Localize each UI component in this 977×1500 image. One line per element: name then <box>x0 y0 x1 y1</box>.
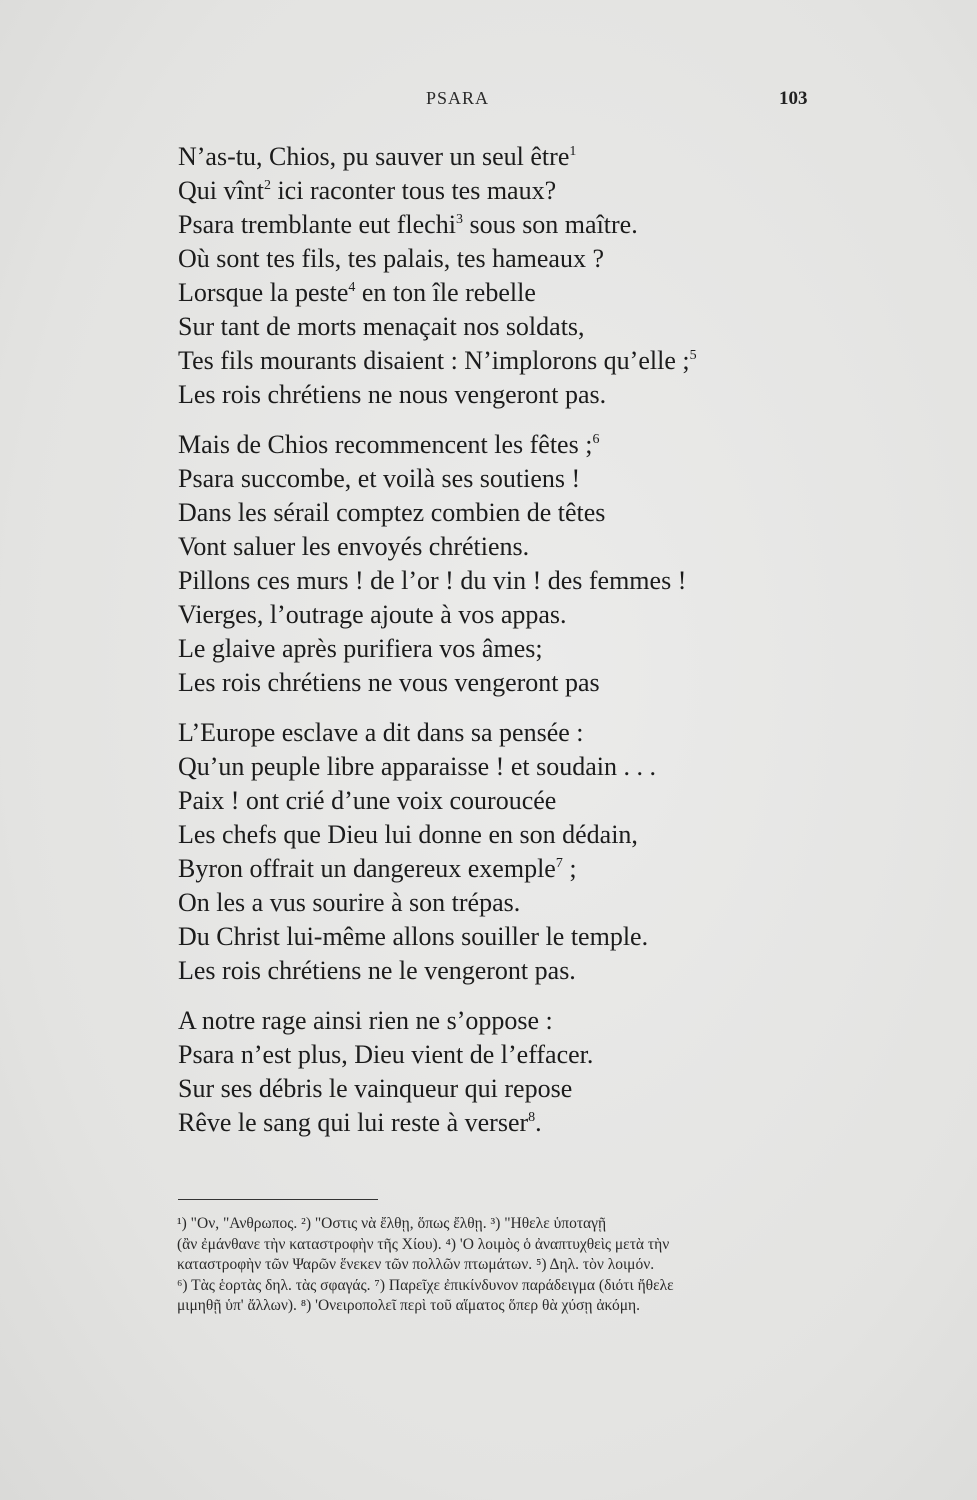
footnote-line: καταστροφὴν τῶν Ψαρῶν ἕνεκεν τῶν πολλῶν πτωμάτων. ⁵) Δηλ. τὸν λοιμόν. <box>177 1256 655 1273</box>
verse-line <box>178 1038 818 1072</box>
stanza <box>178 140 818 412</box>
verse-line <box>178 462 818 496</box>
verse-line <box>178 140 818 174</box>
page-number: 103 <box>779 88 808 109</box>
footnote-marker: 2 <box>263 178 271 193</box>
verse-line <box>178 242 818 276</box>
stanza <box>178 428 818 700</box>
verse-line <box>178 378 818 412</box>
verse-text-continued: ici raconter tous tes maux? <box>270 176 557 205</box>
verse-line <box>178 666 818 700</box>
verse-text-continued: sous son maître. <box>462 210 638 239</box>
footnote-line: (ἂν ἐμάνθανε τὴν καταστροφὴν τῆς Χίου). ⁴) 'Ο λοιμὸς ὁ ἀναπτυχθεὶς μετὰ τὴν <box>177 1235 670 1253</box>
verse-line <box>178 1106 818 1140</box>
verse-text: Pillons ces murs ! de l’or ! du vin ! des femmes ! <box>178 566 687 595</box>
footnote-marker: 6 <box>592 432 600 447</box>
verse-line <box>178 598 818 632</box>
verse-text: Psara tremblante eut flechi <box>178 210 456 239</box>
verse-line <box>178 530 818 564</box>
verse-text: Du Christ lui-même allons souiller le temple. <box>178 922 649 951</box>
verse-text: Les chefs que Dieu lui donne en son dédain, <box>178 820 638 849</box>
verse-line <box>178 276 818 310</box>
verse-line <box>178 344 818 378</box>
poem <box>178 140 818 1156</box>
verse-line <box>178 496 818 530</box>
verse-text: A notre rage ainsi rien ne s’oppose : <box>178 1006 553 1035</box>
verse-text: Les rois chrétiens ne le vengeront pas. <box>178 956 576 985</box>
footnote-marker: 7 <box>555 856 563 871</box>
verse-text: Tes fils mourants disaient : N’implorons qu’elle ; <box>178 346 690 375</box>
verse-text: N’as-tu, Chios, pu sauver un seul être <box>178 142 570 171</box>
verse-line <box>178 1072 818 1106</box>
verse-text: Dans les sérail comptez combien de têtes <box>178 498 606 527</box>
verse-text: Les rois chrétiens ne vous vengeront pas <box>178 668 600 697</box>
verse-text-continued: ; <box>562 854 577 883</box>
verse-line <box>178 750 818 784</box>
footnote-line: μιμηθῇ ὑπ' ἄλλων). ⁸) 'Ονειροπολεῖ περὶ τοῦ αἵματος ὅπερ θὰ χύσῃ ἀκόμη. <box>177 1297 640 1314</box>
stanza <box>178 716 818 988</box>
verse-text: Qui vînt <box>178 176 264 205</box>
verse-line <box>178 310 818 344</box>
verse-text: Où sont tes fils, tes palais, tes hameaux ? <box>178 244 605 273</box>
verse-line <box>178 716 818 750</box>
verse-line <box>178 428 818 462</box>
verse-text: Paix ! ont crié d’une voix couroucée <box>178 786 557 815</box>
footnotes <box>177 1214 822 1317</box>
verse-line <box>178 784 818 818</box>
verse-line <box>178 886 818 920</box>
verse-line <box>178 208 818 242</box>
verse-line <box>178 954 818 988</box>
verse-text: Sur tant de morts menaçait nos soldats, <box>178 312 585 341</box>
footnote-marker: 4 <box>348 280 356 295</box>
verse-text: On les a vus sourire à son trépas. <box>178 888 521 917</box>
verse-text: Lorsque la peste <box>178 278 349 307</box>
stanza <box>178 1004 818 1140</box>
verse-text: Vont saluer les envoyés chrétiens. <box>178 532 530 561</box>
verse-line <box>178 564 818 598</box>
verse-text: Psara succombe, et voilà ses soutiens ! <box>178 464 581 493</box>
verse-text: Le glaive après purifiera vos âmes; <box>178 634 543 663</box>
verse-text-continued: en ton île rebelle <box>355 278 536 307</box>
verse-text: Rêve le sang qui lui reste à verser <box>178 1108 529 1137</box>
verse-text: Mais de Chios recommencent les fêtes ; <box>178 430 593 459</box>
verse-text: L’Europe esclave a dit dans sa pensée : <box>178 718 584 747</box>
verse-line <box>178 920 818 954</box>
verse-text: Qu’un peuple libre apparaisse ! et soudain . . . <box>178 752 656 781</box>
verse-line <box>178 632 818 666</box>
running-title: PSARA <box>426 88 490 108</box>
verse-line <box>178 852 818 886</box>
verse-text-continued: . <box>535 1108 542 1137</box>
verse-text: Vierges, l’outrage ajoute à vos appas. <box>178 600 567 629</box>
verse-text: Byron offrait un dangereux exemple <box>178 854 556 883</box>
verse-text: Psara n’est plus, Dieu vient de l’effacer. <box>178 1040 594 1069</box>
verse-line <box>178 1004 818 1038</box>
verse-text: Les rois chrétiens ne nous vengeront pas. <box>178 380 607 409</box>
footnote-marker: 1 <box>569 144 577 159</box>
footnote-marker: 8 <box>528 1110 536 1125</box>
page-header <box>0 88 977 118</box>
footnote-marker: 5 <box>689 348 697 363</box>
verse-text: Sur ses débris le vainqueur qui repose <box>178 1074 573 1103</box>
verse-line <box>178 174 818 208</box>
footnote-line: ¹) "Ον, "Ανθρωπος. ²) "Οστις νὰ ἔλθῃ, ὅπως ἔλθῃ. ³) "Ηθελε ὑποταγῇ <box>177 1215 607 1232</box>
footnote-separator <box>178 1199 378 1200</box>
footnote-line: ⁶) Τὰς ἑορτὰς δηλ. τὰς σφαγάς. ⁷) Παρεῖχε ἐπικίνδυνον παράδειγμα (διότι ἤθελε <box>177 1276 674 1294</box>
verse-line <box>178 818 818 852</box>
footnote-marker: 3 <box>455 212 463 227</box>
